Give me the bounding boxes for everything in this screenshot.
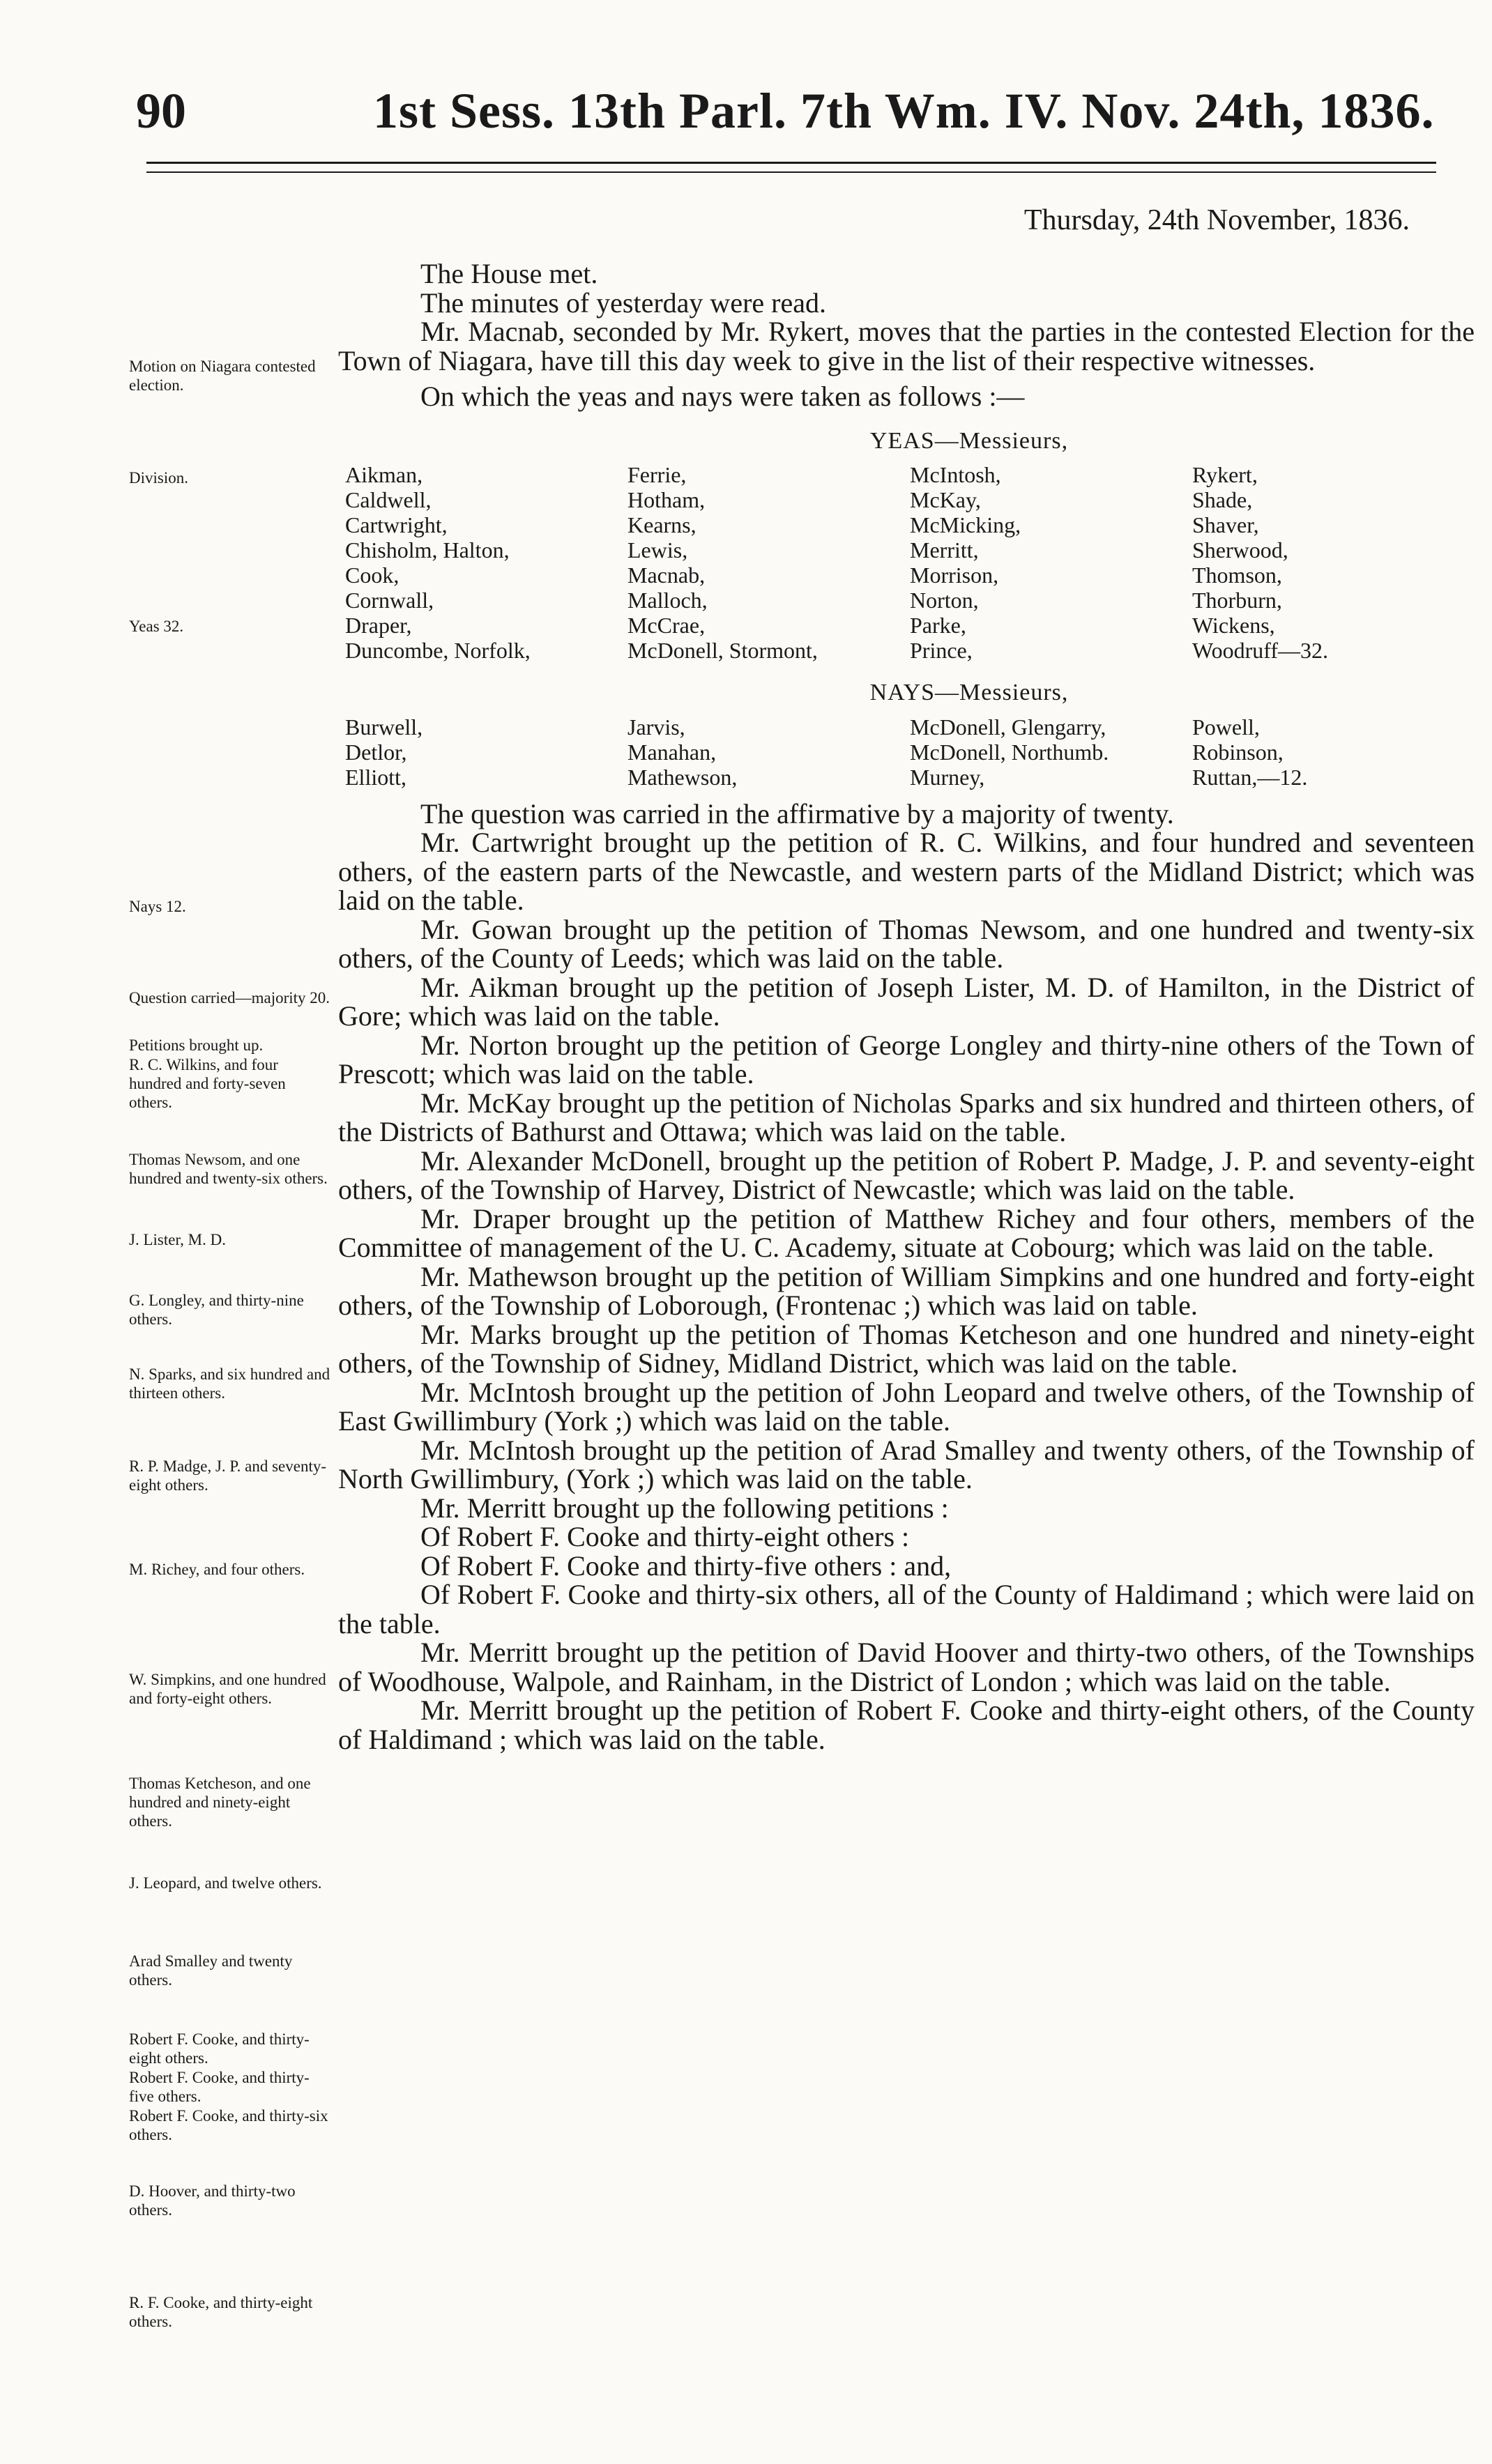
petition-paragraph: Mr. McIntosh brought up the petition of Arad Smalley and twenty others, of the Township of North Gwillimbury, (York ;) which was laid on the table. [338,1434,1475,1494]
header-rule [146,162,1436,164]
member-name: Draper, [345,613,412,638]
petition-paragraph: Mr. Norton brought up the petition of George Longley and thirty-nine others of the Town of Prescott; which was laid on the table. [338,1029,1475,1089]
member-name: Duncombe, Norfolk, [345,638,531,663]
margin-note: Nays 12. [129,898,186,915]
margin-note: J. Leopard, and twelve others. [129,1874,322,1892]
nays-column [1192,714,1471,790]
member-name: Shaver, [1192,512,1259,537]
member-name: Malloch, [627,588,708,613]
member-name: Burwell, [345,714,423,740]
margin-note: Question carried—majority 20. [129,989,330,1007]
motion-paragraph: Mr. Macnab, seconded by Mr. Rykert, moves that the parties in the contested Election for the Town of Niagara, have till this day week to give in the list of their respective witnesses. [338,316,1475,376]
petition-paragraph: Mr. Draper brought up the petition of Matthew Richey and four others, members of the Committee of management of the U. C. Academy, situate at Cobourg; which was laid on the table. [338,1202,1475,1263]
margin-note: Division. [129,469,188,487]
member-name: Thorburn, [1192,588,1282,613]
margin-note: M. Richey, and four others. [129,1561,305,1578]
nays-heading: NAYS—Messieurs, [869,680,1069,705]
member-name: Detlor, [345,739,407,765]
paragraph: The question was carried in the affirmative by a majority of twenty. [420,797,1174,829]
yeas-list [345,462,1475,663]
yeas-heading: YEAS—Messieurs, [869,427,1069,454]
petition-paragraph: Mr. Cartwright brought up the petition of R. C. Wilkins, and four hundred and seventeen others, of the eastern parts of the Newcastle, and western parts of the Midland District; which was laid on the table. [338,827,1475,916]
margin-note: Thomas Ketcheson, and one hundred and ninety-eight others. [129,1775,311,1830]
member-name: Kearns, [627,512,696,537]
division-paragraph: On which the yeas and nays were taken as follows :— [420,381,1025,412]
petition-paragraph: Mr. Gowan brought up the petition of Thomas Newsom, and one hundred and twenty-six others, of the County of Leeds; which was laid on the table. [338,913,1475,974]
member-name: McIntosh, [910,462,1001,487]
petition-paragraph: Mr. Merritt brought up the following petitions : [420,1492,949,1524]
member-name: Chisholm, Halton, [345,537,510,563]
member-name: Aikman, [345,462,423,487]
margin-note: R. C. Wilkins, and four hundred and forty-seven others. [129,1056,286,1111]
member-name: McCrae, [627,613,706,638]
margin-note: D. Hoover, and thirty-two others. [129,2182,296,2219]
running-head: 1st Sess. 13th Parl. 7th Wm. IV. Nov. 24th, 1836. [373,83,1435,139]
member-name: Elliott, [345,764,406,790]
petition-paragraph: Of Robert F. Cooke and thirty-six others, all of the County of Haldimand ; which were laid on the table. [338,1579,1475,1639]
margin-note: Arad Smalley and twenty others. [129,1952,293,1989]
member-name: Sherwood, [1192,537,1288,563]
margin-note: Yeas 32. [129,618,184,635]
margin-note: N. Sparks, and six hundred and thirteen others. [129,1365,330,1402]
margin-note: Thomas Newsom, and one hundred and twenty-six others. [129,1151,328,1187]
petition-paragraph: Of Robert F. Cooke and thirty-five others : and, [420,1549,952,1582]
member-name: Prince, [910,638,973,663]
header-rule-secondary [146,171,1436,173]
page-header [136,82,1433,159]
yeas-column [910,462,1192,663]
member-name: Thomson, [1192,563,1282,588]
petition-paragraph: Mr. Merritt brought up the petition of David Hoover and thirty-two others, of the Townships of Woodhouse, Walpole, and Rainham, in the District of London ; which was laid on the table. [338,1637,1475,1697]
member-name: Rykert, [1192,462,1258,487]
member-name: Caldwell, [345,487,432,512]
member-name: McDonell, Stormont, [627,638,818,663]
dateline: Thursday, 24th November, 1836. [1023,204,1410,236]
yeas-column [345,462,627,663]
member-name: Mathewson, [627,764,738,790]
petition-paragraph: Mr. Merritt brought up the petition of Robert F. Cooke and thirty-eight others, of the County of Haldimand ; which was laid on the table. [338,1694,1475,1755]
member-name: Jarvis, [627,714,685,740]
margin-note: Motion on Niagara contested election. [129,358,316,394]
journal-body [338,259,1475,1754]
member-name: McKay, [910,487,981,512]
margin-note: R. P. Madge, J. P. and seventy-eight others. [129,1457,327,1494]
member-name: Cornwall, [345,588,434,613]
member-name: Wickens, [1192,613,1275,638]
nays-list [345,714,1475,790]
petition-paragraph: Mr. Aikman brought up the petition of Joseph Lister, M. D. of Hamilton, in the District of Gore; which was laid on the table. [338,971,1475,1032]
petition-paragraph: Mr. Mathewson brought up the petition of William Simpkins and one hundred and forty-eight others, of the Township of Loborough, (Frontenac ;) which was laid on table. [338,1260,1475,1321]
member-name: Macnab, [627,563,706,588]
member-name: McMicking, [910,512,1021,537]
margin-note: Robert F. Cooke, and thirty-six others. [129,2107,328,2143]
margin-note: Robert F. Cooke, and thirty-eight others. [129,2030,310,2067]
member-name: Murney, [910,764,985,790]
member-name: Cook, [345,563,399,588]
member-name: Lewis, [627,537,688,563]
margin-note: G. Longley, and thirty-nine others. [129,1292,304,1328]
member-name: Cartwright, [345,512,448,537]
member-name: Ruttan,—12. [1192,764,1308,790]
petition-paragraph: Mr. McKay brought up the petition of Nicholas Sparks and six hundred and thirteen others, of the Districts of Bathurst and Ottawa; which was laid on the table. [338,1087,1475,1147]
member-name: Ferrie, [627,462,687,487]
member-name: McDonell, Northumb. [910,739,1109,765]
member-name: Hotham, [627,487,706,512]
margin-note: Petitions brought up. [129,1036,264,1054]
yeas-column [627,462,910,663]
member-name: Manahan, [627,739,717,765]
member-name: Shade, [1192,487,1253,512]
margin-note: J. Lister, M. D. [129,1231,226,1248]
member-name: Norton, [910,588,979,613]
page-number: 90 [136,83,186,139]
member-name: McDonell, Glengarry, [910,714,1106,740]
petition-paragraph: Mr. McIntosh brought up the petition of John Leopard and twelve others, of the Township of East Gwillimbury (York ;) which was laid on the table. [338,1376,1475,1437]
yeas-column [1192,462,1471,663]
petition-paragraph: Of Robert F. Cooke and thirty-eight others : [420,1521,910,1552]
member-name: Morrison, [910,563,999,588]
nays-column [627,714,910,790]
nays-column [910,714,1192,790]
member-name: Merritt, [910,537,979,563]
margin-note: R. F. Cooke, and thirty-eight others. [129,2294,313,2330]
paragraph: The minutes of yesterday were read. [420,286,826,319]
paragraph: The House met. [420,258,598,289]
petition-paragraph: Mr. Alexander McDonell, brought up the petition of Robert P. Madge, J. P. and seventy-eight others, of the Township of Harvey, District of Newcastle; which was laid on the table. [338,1145,1475,1205]
member-name: Parke, [910,613,966,638]
member-name: Powell, [1192,714,1260,740]
margin-note: W. Simpkins, and one hundred and forty-eight others. [129,1671,326,1707]
member-name: Robinson, [1192,739,1284,765]
member-name: Woodruff—32. [1192,638,1329,663]
nays-column [345,714,627,790]
petition-paragraph: Mr. Marks brought up the petition of Thomas Ketcheson and one hundred and ninety-eight others, of the Township of Sidney, Midland District, which was laid on the table. [338,1318,1475,1379]
margin-note: Robert F. Cooke, and thirty-five others. [129,2069,310,2105]
